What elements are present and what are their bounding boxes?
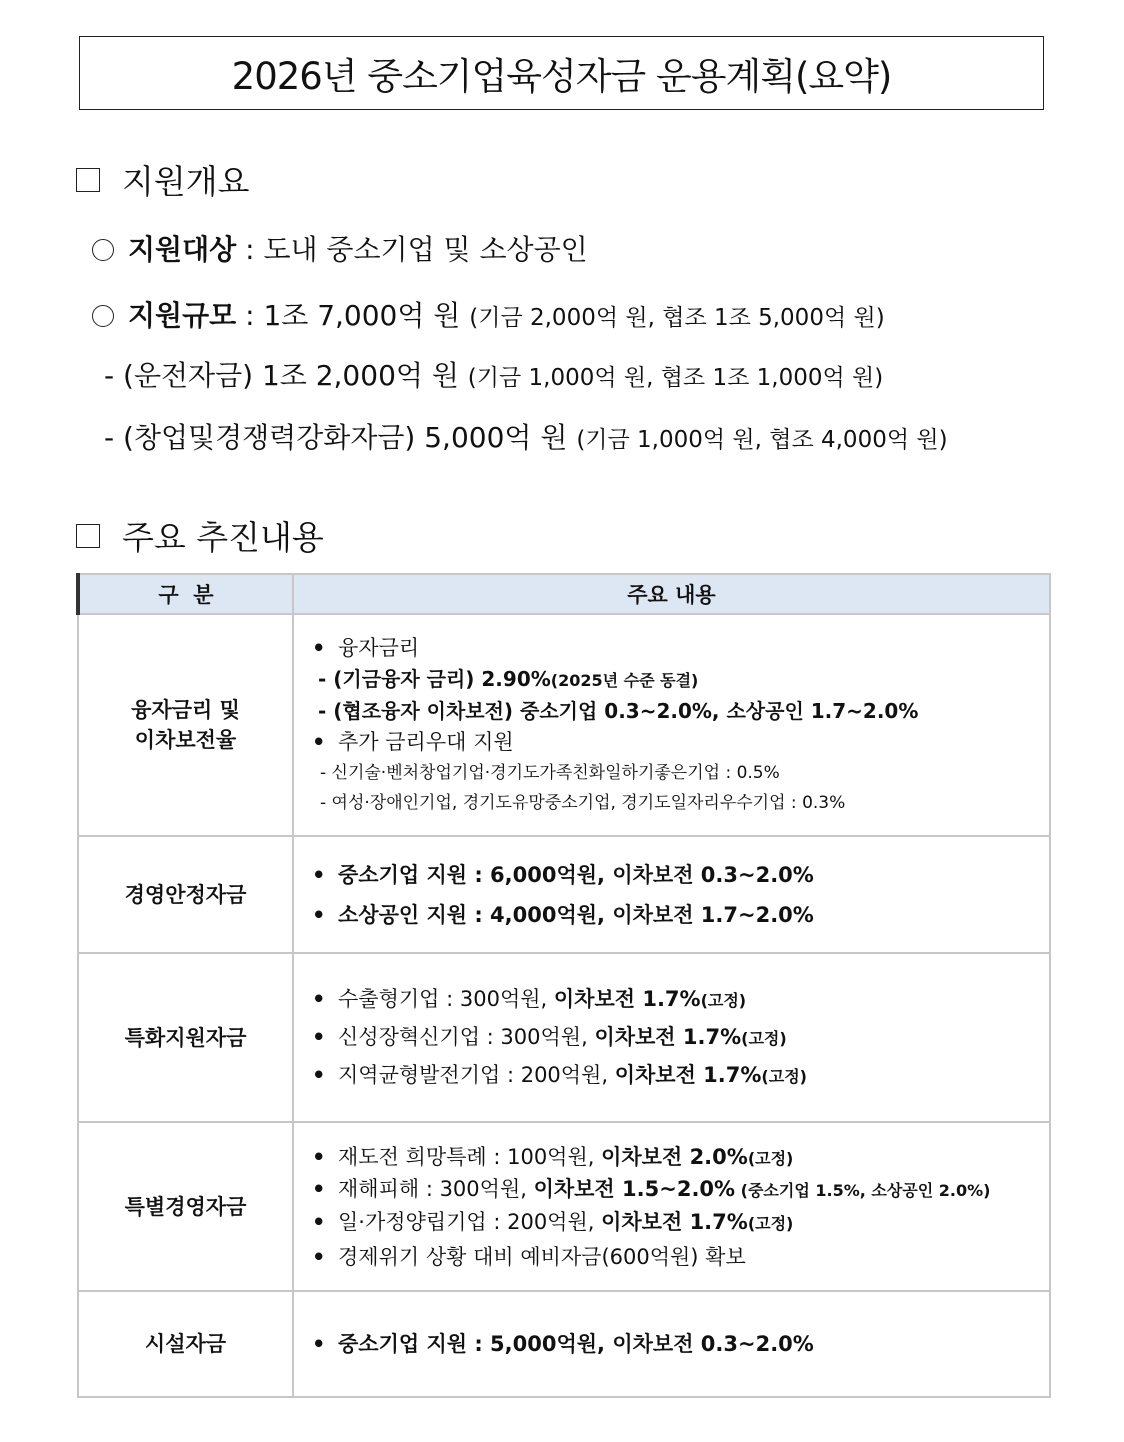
bullet-text: 재해피해 : 300억원,: [338, 1176, 534, 1201]
bullet-rate: 이차보전 2.0%: [601, 1144, 748, 1169]
bullet-note: (고정): [747, 1213, 794, 1233]
support-scale-label: 지원규모: [128, 299, 237, 332]
bullet-rate: 이차보전 1.7%: [594, 1024, 742, 1049]
header-category: 구 분: [78, 574, 293, 614]
support-scale-detail: (기금 2,000억 원, 협조 1조 5,000억 원): [469, 305, 885, 331]
bullet-text: 신성장혁신기업 : 300억원,: [338, 1024, 595, 1049]
bullet-note: (고정): [741, 1028, 787, 1048]
sub-item: - (협조융자 이차보전) 중소기업 0.3~2.0%, 소상공인 1.7~2.0%: [318, 699, 919, 723]
circle-outline-icon: [92, 239, 114, 261]
bullet-text: 중소기업 지원 : 5,000억원, 이차보전 0.3~2.0%: [338, 1332, 814, 1356]
table-row: [78, 953, 1050, 1122]
category-line: 이차보전율: [134, 728, 237, 752]
row-contents: [293, 836, 1050, 953]
square-outline-icon: [76, 168, 100, 192]
square-outline-icon: [76, 524, 100, 548]
bullet-text: 소상공인 지원 : 4,000억원, 이차보전 1.7~2.0%: [338, 902, 814, 927]
bullet-item: [310, 1241, 1037, 1273]
bullet-item: [310, 1141, 1037, 1175]
bullet-item: [310, 981, 1037, 1019]
table-row: [78, 1291, 1050, 1397]
row-contents: [293, 1291, 1050, 1397]
scale-item-startup: [104, 416, 948, 456]
support-scale-line: [92, 294, 885, 334]
bullet-item: [310, 855, 1037, 895]
support-target-label: 지원대상: [128, 233, 237, 266]
support-target-line: [92, 228, 588, 268]
scale-item-detail: (기금 1,000억 원, 협조 1조 1,000억 원): [467, 365, 884, 391]
bullet-item: [310, 895, 1037, 935]
support-scale-amount: 1조 7,000억 원: [263, 299, 461, 332]
bullet-rate: 이차보전 1.7%: [553, 986, 701, 1011]
bullet-note: (고정): [700, 990, 747, 1010]
bullet-dot-icon: •: [312, 730, 326, 754]
section-heading-label: 지원개요: [122, 162, 250, 201]
bullet-rate: 이차보전 1.7%: [614, 1062, 762, 1087]
table-row: [78, 836, 1050, 953]
section-heading-overview: [76, 156, 250, 203]
row-category: 특화지원자금: [78, 953, 293, 1122]
bullet-text: 수출형기업 : 300억원,: [338, 986, 554, 1011]
row-category: [78, 614, 293, 836]
scale-item-detail: (기금 1,000억 원, 협조 4,000억 원): [576, 427, 948, 453]
bullet-dot-icon: •: [312, 1062, 326, 1087]
dash: -: [104, 421, 124, 454]
bullet-text: 재도전 희망특례 : 100억원,: [338, 1144, 602, 1169]
table-row: [78, 1122, 1050, 1291]
category-line: 융자금리 및: [131, 698, 240, 722]
bullet-item: [310, 1057, 1037, 1095]
row-category: 특별경영자금: [78, 1122, 293, 1291]
bullet-dot-icon: •: [312, 1332, 326, 1356]
key-contents-table: [76, 573, 1051, 1398]
row-category: 시설자금: [78, 1291, 293, 1397]
circle-outline-icon: [92, 305, 114, 327]
dash: -: [104, 359, 124, 392]
sub-item: - 여성·장애인기업, 경기도유망중소기업, 경기도일자리우수기업 : 0.3%: [320, 793, 846, 813]
bullet-text: 일·가정양립기업 : 200억원,: [338, 1209, 602, 1234]
bullet-rate: 이차보전 1.5~2.0%: [533, 1176, 736, 1201]
bullet-item: [310, 1324, 1037, 1364]
header-contents: 주요 내용: [293, 574, 1050, 614]
bullet-dot-icon: •: [312, 1024, 326, 1049]
bullet-text: 경제위기 상황 대비 예비자금(600억원) 확보: [338, 1244, 746, 1269]
sub-item-note: (2025년 수준 동결): [550, 671, 699, 690]
bullet-dot-icon: •: [312, 1244, 326, 1269]
section-heading-key-contents: [76, 512, 324, 559]
bullet-item: [310, 726, 1037, 758]
sub-item: - 신기술·벤처창업기업·경기도가족친화일하기좋은기업 : 0.5%: [320, 763, 780, 783]
table-header-row: [78, 574, 1050, 614]
bullet-dot-icon: •: [312, 1209, 326, 1234]
bullet-text: 중소기업 지원 : 6,000억원, 이차보전 0.3~2.0%: [338, 862, 814, 887]
bullet-text: 지역균형발전기업 : 200억원,: [338, 1062, 615, 1087]
bullet-dot-icon: •: [312, 636, 326, 660]
row-category: 경영안정자금: [78, 836, 293, 953]
section-heading-label: 주요 추진내용: [122, 518, 324, 557]
separator: :: [236, 233, 264, 266]
sub-item: [310, 664, 1037, 696]
bullet-item: [310, 1175, 1037, 1205]
table-row: [78, 614, 1050, 836]
bullet-item: [310, 632, 1037, 664]
separator: :: [236, 299, 264, 332]
bullet-text: 융자금리: [338, 636, 420, 660]
row-contents: [293, 1122, 1050, 1291]
bullet-note: (고정): [747, 1148, 794, 1168]
bullet-dot-icon: •: [312, 862, 326, 887]
bullet-dot-icon: •: [312, 986, 326, 1011]
bullet-item: [310, 1205, 1037, 1241]
row-contents: [293, 953, 1050, 1122]
bullet-dot-icon: •: [312, 1144, 326, 1169]
scale-item-text: (운전자금) 1조 2,000억 원: [123, 359, 459, 392]
bullet-item: [310, 1019, 1037, 1057]
document-title: 2026년 중소기업육성자금 운용계획(요약): [79, 36, 1044, 110]
support-target-text: 도내 중소기업 및 소상공인: [263, 233, 588, 266]
row-contents: [293, 614, 1050, 836]
bullet-note: (고정): [761, 1066, 807, 1086]
bullet-dot-icon: •: [312, 1176, 326, 1201]
sub-item-text: - (기금융자 금리) 2.90%: [318, 667, 551, 691]
scale-item-text: (창업및경쟁력강화자금) 5,000억 원: [123, 421, 568, 454]
scale-item-operating: [104, 354, 883, 394]
bullet-note: (중소기업 1.5%, 소상공인 2.0%): [735, 1180, 991, 1200]
bullet-dot-icon: •: [312, 902, 326, 927]
bullet-rate: 이차보전 1.7%: [601, 1209, 748, 1234]
bullet-text: 추가 금리우대 지원: [338, 730, 514, 754]
